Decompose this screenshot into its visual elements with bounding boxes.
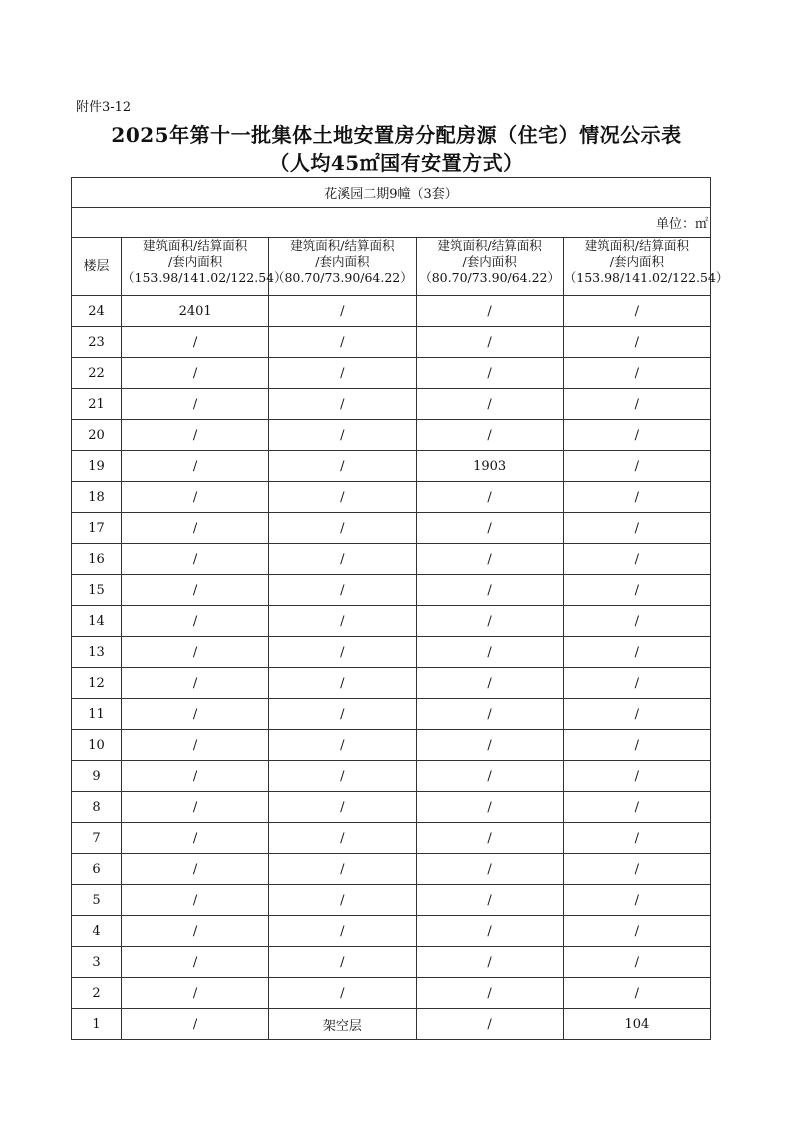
document-title: 2025年第十一批集体土地安置房分配房源（住宅）情况公示表 [111, 123, 682, 147]
header-text-line2: /套内面积 [462, 254, 517, 269]
housing-allocation-table [71, 177, 729, 1040]
room-cell: / [563, 668, 710, 699]
floor-cell: 11 [72, 699, 122, 730]
room-cell: / [269, 451, 416, 482]
room-cell: / [122, 668, 269, 699]
room-cell: / [563, 978, 710, 1009]
room-cell: / [122, 544, 269, 575]
floor-column-header: 楼层 [72, 238, 122, 296]
table-row [72, 885, 711, 916]
table-row [72, 699, 711, 730]
room-cell: / [122, 420, 269, 451]
room-cell: / [122, 451, 269, 482]
floor-cell: 13 [72, 637, 122, 668]
room-cell: / [563, 947, 710, 978]
header-text-line2: /套内面积 [315, 254, 370, 269]
room-cell: / [416, 947, 563, 978]
unit-type-column-header [416, 238, 563, 296]
table-row [72, 978, 711, 1009]
room-cell: / [269, 358, 416, 389]
room-cell: / [269, 792, 416, 823]
room-cell: / [122, 885, 269, 916]
room-cell: / [269, 420, 416, 451]
room-cell: / [269, 296, 416, 327]
table-row [72, 916, 711, 947]
room-cell: / [416, 792, 563, 823]
room-cell: / [563, 513, 710, 544]
unit-type-column-header [563, 238, 729, 296]
room-cell: / [416, 327, 563, 358]
room-cell: / [563, 761, 710, 792]
floor-cell: 14 [72, 606, 122, 637]
room-cell: / [416, 544, 563, 575]
room-cell: / [122, 699, 269, 730]
room-cell: / [416, 575, 563, 606]
room-cell: / [416, 358, 563, 389]
table-row [72, 575, 711, 606]
unit-type-column-header [122, 238, 287, 296]
room-cell: / [269, 823, 416, 854]
unit-label-cell: 单位：㎡ [72, 208, 711, 238]
floor-cell: 23 [72, 327, 122, 358]
room-cell: / [563, 327, 710, 358]
attachment-label: 附件3-12 [76, 100, 132, 115]
floor-cell: 4 [72, 916, 122, 947]
header-text-line1: 建筑面积/结算面积 [143, 238, 248, 253]
table-row [72, 420, 711, 451]
room-cell: / [416, 854, 563, 885]
room-cell: / [563, 730, 710, 761]
room-cell: / [563, 823, 710, 854]
header-text-line3: （80.70/73.90/64.22） [271, 270, 413, 285]
table-row [72, 451, 711, 482]
room-cell: / [416, 1009, 563, 1040]
floor-cell: 17 [72, 513, 122, 544]
floor-cell: 20 [72, 420, 122, 451]
room-cell: / [563, 420, 710, 451]
header-text-line2: /套内面积 [609, 254, 664, 269]
room-cell: / [416, 761, 563, 792]
room-cell: / [269, 606, 416, 637]
table-row [72, 730, 711, 761]
room-cell: / [416, 606, 563, 637]
room-cell: / [416, 637, 563, 668]
table-row [72, 513, 711, 544]
header-text-line3: （153.98/141.02/122.54） [122, 270, 287, 285]
building-name-cell: 花溪园二期9幢（3套） [72, 178, 711, 208]
room-cell: / [563, 358, 710, 389]
header-text-line3: （80.70/73.90/64.22） [419, 270, 561, 285]
table-row [72, 761, 711, 792]
room-cell: / [122, 327, 269, 358]
room-cell: / [563, 606, 710, 637]
floor-cell: 19 [72, 451, 122, 482]
room-cell: / [563, 792, 710, 823]
room-cell: / [416, 668, 563, 699]
room-cell: / [269, 389, 416, 420]
room-cell: / [416, 296, 563, 327]
floor-cell: 5 [72, 885, 122, 916]
room-cell: / [269, 699, 416, 730]
room-cell: / [122, 389, 269, 420]
floor-cell: 21 [72, 389, 122, 420]
room-cell: / [563, 575, 710, 606]
header-text-line1: 建筑面积/结算面积 [584, 238, 689, 253]
room-cell: / [416, 389, 563, 420]
room-cell: / [122, 730, 269, 761]
room-cell: / [269, 575, 416, 606]
table-row [72, 668, 711, 699]
room-cell: / [416, 978, 563, 1009]
room-cell: / [269, 854, 416, 885]
floor-cell: 12 [72, 668, 122, 699]
room-cell: 2401 [122, 296, 269, 327]
room-cell: / [122, 513, 269, 544]
floor-cell: 8 [72, 792, 122, 823]
floor-cell: 9 [72, 761, 122, 792]
table-row [72, 637, 711, 668]
room-cell: / [122, 916, 269, 947]
table-row [72, 606, 711, 637]
room-cell: / [122, 854, 269, 885]
room-cell: 1903 [416, 451, 563, 482]
table-row [72, 389, 711, 420]
room-cell: / [122, 575, 269, 606]
floor-cell: 1 [72, 1009, 122, 1040]
room-cell: / [416, 916, 563, 947]
floor-cell: 22 [72, 358, 122, 389]
table-row [72, 358, 711, 389]
room-cell: / [122, 637, 269, 668]
room-cell: / [122, 978, 269, 1009]
room-cell: 架空层 [269, 1009, 416, 1040]
document-subtitle: （人均45㎡国有安置方式） [269, 151, 524, 175]
room-cell: / [563, 885, 710, 916]
room-cell: / [269, 885, 416, 916]
room-cell: / [269, 761, 416, 792]
room-cell: / [563, 544, 710, 575]
room-cell: / [563, 916, 710, 947]
table-row [72, 482, 711, 513]
room-cell: / [563, 296, 710, 327]
room-cell: / [563, 482, 710, 513]
floor-cell: 16 [72, 544, 122, 575]
room-cell: / [269, 513, 416, 544]
room-cell: / [122, 1009, 269, 1040]
room-cell: / [269, 482, 416, 513]
floor-cell: 3 [72, 947, 122, 978]
table-row [72, 327, 711, 358]
floor-cell: 6 [72, 854, 122, 885]
room-cell: 104 [563, 1009, 710, 1040]
room-cell: / [122, 482, 269, 513]
room-cell: / [416, 823, 563, 854]
room-cell: / [416, 885, 563, 916]
room-cell: / [416, 513, 563, 544]
table-row [72, 1009, 711, 1040]
room-cell: / [122, 947, 269, 978]
room-cell: / [416, 699, 563, 730]
room-cell: / [416, 730, 563, 761]
room-cell: / [416, 420, 563, 451]
header-text-line3: （153.98/141.02/122.54） [563, 270, 729, 285]
table-body [72, 296, 711, 1040]
room-cell: / [269, 327, 416, 358]
unit-type-column-header [269, 238, 416, 296]
room-cell: / [122, 358, 269, 389]
column-header-row [72, 238, 711, 296]
room-cell: / [269, 544, 416, 575]
table-row [72, 823, 711, 854]
floor-cell: 2 [72, 978, 122, 1009]
floor-cell: 10 [72, 730, 122, 761]
floor-cell: 15 [72, 575, 122, 606]
table-row [72, 947, 711, 978]
room-cell: / [269, 916, 416, 947]
floor-cell: 24 [72, 296, 122, 327]
room-cell: / [563, 854, 710, 885]
room-cell: / [563, 637, 710, 668]
room-cell: / [269, 947, 416, 978]
floor-cell: 18 [72, 482, 122, 513]
room-cell: / [269, 668, 416, 699]
room-cell: / [122, 792, 269, 823]
room-cell: / [563, 699, 710, 730]
header-text-line1: 建筑面积/结算面积 [290, 238, 395, 253]
table-row [72, 854, 711, 885]
room-cell: / [269, 730, 416, 761]
room-cell: / [416, 482, 563, 513]
room-cell: / [122, 823, 269, 854]
header-text-line1: 建筑面积/结算面积 [437, 238, 542, 253]
room-cell: / [563, 389, 710, 420]
header-text-line2: /套内面积 [168, 254, 223, 269]
room-cell: / [563, 451, 710, 482]
table-row [72, 792, 711, 823]
room-cell: / [122, 761, 269, 792]
room-cell: / [269, 978, 416, 1009]
room-cell: / [122, 606, 269, 637]
room-cell: / [269, 637, 416, 668]
table-row [72, 296, 711, 327]
floor-cell: 7 [72, 823, 122, 854]
table-row [72, 544, 711, 575]
